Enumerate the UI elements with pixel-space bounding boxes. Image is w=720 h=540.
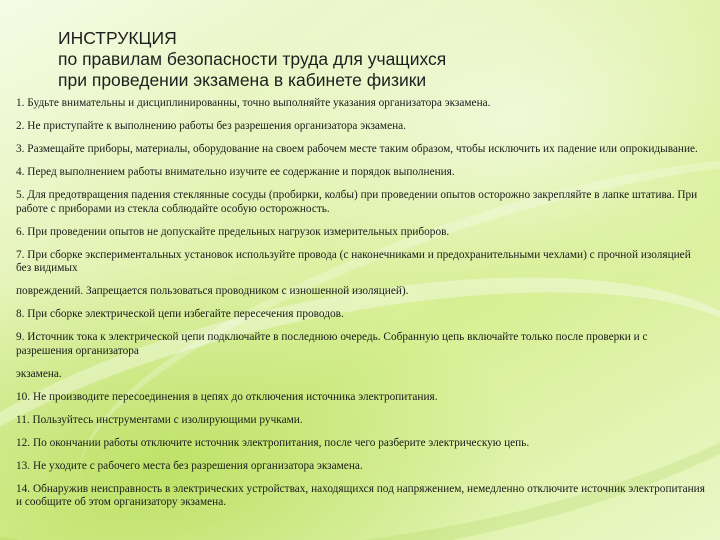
instruction-item-5: 5. Для предотвращения падения стеклянные сосуды (пробирки, колбы) при проведении опытов осторожно закрепляйте в лапке штатива. При работе с приборами из стекла соблюдайте особую осторожность.	[16, 189, 698, 215]
instruction-item-8: 8. При сборке электрической цепи избегайте пересечения проводов.	[16, 308, 344, 320]
instruction-item-10: 10. Не производите пересоединения в цепях до отключения источника электропитания.	[16, 390, 438, 403]
instruction-list	[16, 97, 706, 519]
instruction-item-2: 2. Не приступайте к выполнению работы без разрешения организатора экзамена.	[16, 120, 406, 132]
instruction-item-14: 14. Обнаружив неисправность в электрических устройствах, находящихся под напряжением, немедленно отключите источник электропитания и сообщите об этом организатору экзамена.	[16, 482, 705, 508]
instruction-item-12: 12. По окончании работы отключите источник электропитания, после чего разберите электрическую цепь.	[16, 436, 530, 449]
slide-title	[58, 28, 698, 91]
instruction-item-6: 6. При проведении опытов не допускайте предельных нагрузок измерительных приборов.	[16, 225, 450, 238]
instruction-item-7: 7. При сборке экспериментальных установок используйте провода (с наконечниками и предохранительными чехлами) с прочной изоляцией без видимых	[16, 248, 691, 274]
instruction-item-4: 4. Перед выполнением работы внимательно изучите ее содержание и порядок выполнения.	[16, 166, 455, 178]
instruction-item-7-continued: повреждений. Запрещается пользоваться проводником с изношенной изоляцией).	[16, 285, 409, 297]
instruction-item-1: 1. Будьте внимательны и дисциплинированны, точно выполняйте указания организатора экзамена.	[16, 97, 491, 109]
instruction-item-3: 3. Размещайте приборы, материалы, оборудование на своем рабочем месте таким образом, чтобы исключить их падение или опрокидывание.	[16, 143, 698, 155]
title-line-1: ИНСТРУКЦИЯ	[58, 28, 177, 48]
instruction-item-9-continued: экзамена.	[16, 367, 62, 380]
title-line-3: при проведении экзамена в кабинете физики	[58, 70, 427, 90]
instruction-item-13: 13. Не уходите с рабочего места без разрешения организатора экзамена.	[16, 459, 363, 472]
instruction-item-11: 11. Пользуйтесь инструментами с изолирующими ручками.	[16, 413, 303, 426]
instruction-item-9: 9. Источник тока к электрической цепи подключайте в последнюю очередь. Собранную цепь включайте только после проверки и с разрешения организатора	[16, 331, 648, 357]
title-line-2: по правилам безопасности труда для учащихся	[58, 49, 447, 69]
